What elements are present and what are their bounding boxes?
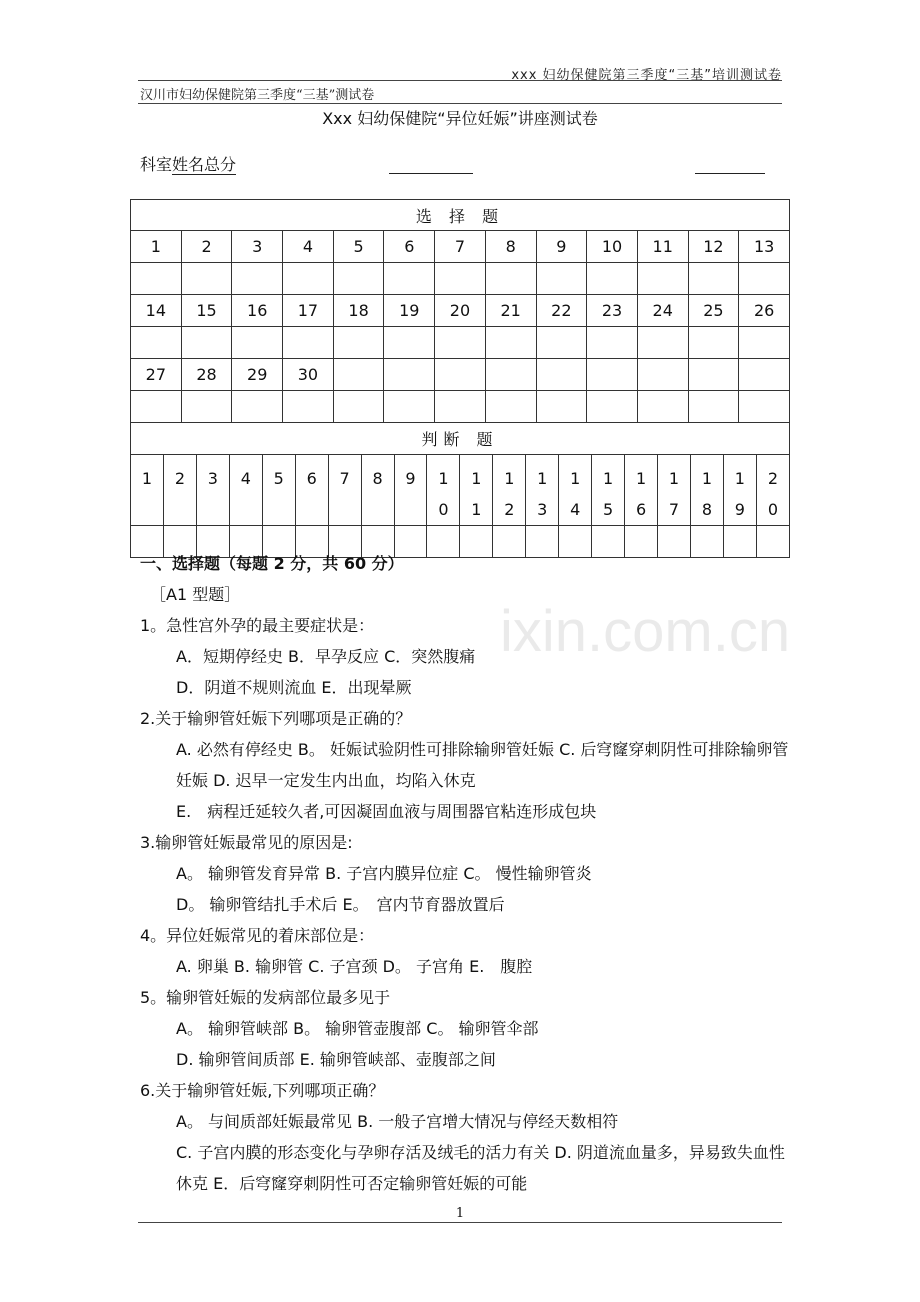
choice-answer-cell[interactable] — [688, 327, 739, 359]
choice-number-cell: 19 — [384, 295, 435, 327]
choice-answer-cell[interactable] — [181, 391, 232, 423]
choice-number-cell: 23 — [587, 295, 638, 327]
judge-number-digit: 1 — [537, 469, 548, 488]
header-right: xxx 妇幼保健院第三季度“三基”培训测试卷 — [511, 68, 782, 83]
judge-number-cell — [625, 455, 658, 526]
choice-number-cell — [688, 359, 739, 391]
choice-number-cell: 27 — [131, 359, 182, 391]
judge-number-cell — [427, 455, 460, 526]
judge-number-digit: 1 — [504, 469, 515, 488]
judge-number-digit: 9 — [734, 500, 745, 519]
judge-number-digit: 1 — [438, 469, 449, 488]
judge-number-digit: 6 — [635, 500, 647, 519]
judge-number-cell — [723, 455, 756, 526]
judge-table-heading: 判断 题 — [131, 423, 790, 455]
choice-answer-cell[interactable] — [232, 263, 283, 295]
choice-number-cell: 15 — [181, 295, 232, 327]
choice-answer-cell[interactable] — [536, 263, 587, 295]
choice-number-cell — [587, 359, 638, 391]
judge-number-cell — [163, 455, 196, 526]
choice-number-cell: 13 — [739, 231, 790, 263]
judge-number-cell — [690, 455, 723, 526]
judge-number-digit: 9 — [405, 469, 416, 488]
choice-answer-table — [130, 199, 790, 423]
choice-number-cell: 21 — [485, 295, 536, 327]
judge-number-digit: 6 — [306, 469, 317, 488]
choice-table-heading: 选 择 题 — [131, 200, 790, 231]
question-stem: 6.关于输卵管妊娠,下列哪项正确？ — [140, 1081, 385, 1100]
choice-answer-cell[interactable] — [435, 263, 486, 295]
judge-number-cell — [131, 455, 164, 526]
choice-number-cell: 22 — [536, 295, 587, 327]
choice-number-cell: 3 — [232, 231, 283, 263]
question-stem: 2.关于输卵管妊娠下列哪项是正确的？ — [140, 709, 412, 728]
judge-number-cell — [559, 455, 592, 526]
header-rule-top — [138, 80, 782, 81]
choice-number-cell: 30 — [283, 359, 334, 391]
judge-number-cell — [526, 455, 559, 526]
judge-number-digit: 1 — [570, 469, 581, 488]
choice-number-cell — [485, 359, 536, 391]
choice-answer-cell[interactable] — [587, 327, 638, 359]
judge-number-digit: 4 — [570, 500, 581, 519]
judge-number-digit: 8 — [701, 500, 712, 519]
judge-answer-table — [130, 422, 790, 558]
choice-answer-cell[interactable] — [435, 391, 486, 423]
judge-number-digit: 7 — [668, 500, 680, 519]
choice-answer-cell[interactable] — [131, 263, 182, 295]
choice-answer-cell[interactable] — [283, 391, 334, 423]
judge-number-cell — [658, 455, 691, 526]
choice-answer-cell[interactable] — [283, 263, 334, 295]
choice-number-cell: 25 — [688, 295, 739, 327]
choice-answer-cell[interactable] — [232, 327, 283, 359]
watermark: ixin.com.cn — [500, 599, 791, 664]
judge-number-digit: 1 — [471, 500, 482, 519]
choice-number-cell: 14 — [131, 295, 182, 327]
choice-answer-cell[interactable] — [739, 327, 790, 359]
question-options: A. 必然有停经史 B。 妊娠试验阴性可排除输卵管妊娠 C. 后穹窿穿刺阴性可排除输卵管妊娠 D. 迟早一定发生内出血，均陷入休克 — [176, 740, 789, 790]
question-options: D．阴道不规则流血 E．出现晕厥 — [176, 678, 412, 697]
judge-number-digit: 2 — [767, 469, 778, 488]
judge-number-digit: 1 — [471, 469, 482, 488]
judge-number-digit: 2 — [504, 500, 515, 519]
choice-answer-cell[interactable] — [283, 327, 334, 359]
choice-answer-cell[interactable] — [232, 391, 283, 423]
judge-number-cell — [592, 455, 625, 526]
question-options: D. 输卵管间质部 E. 输卵管峡部、壶腹部之间 — [176, 1050, 496, 1069]
choice-answer-cell[interactable] — [384, 391, 435, 423]
choice-number-cell: 20 — [435, 295, 486, 327]
choice-answer-cell[interactable] — [637, 263, 688, 295]
choice-number-cell: 10 — [587, 231, 638, 263]
choice-answer-cell[interactable] — [688, 263, 739, 295]
judge-number-cell — [262, 455, 295, 526]
choice-number-cell — [536, 359, 587, 391]
question-options: A．短期停经史 B．早孕反应 C．突然腹痛 — [176, 647, 476, 666]
choice-answer-cell[interactable] — [688, 391, 739, 423]
judge-number-digit: 4 — [240, 469, 251, 488]
choice-number-cell: 24 — [637, 295, 688, 327]
section-heading: 一、选择题（每题 2 分，共 60 分） — [140, 554, 404, 573]
question-options: D。 输卵管结扎手术后 E。 宫内节育器放置后 — [176, 895, 505, 914]
judge-number-digit: 1 — [668, 469, 680, 488]
question-stem: 4。异位妊娠常见的着床部位是： — [140, 926, 375, 945]
choice-answer-cell[interactable] — [637, 391, 688, 423]
question-options: E. 病程迁延较久者,可因凝固血液与周围器官粘连形成包块 — [176, 802, 597, 821]
judge-number-cell — [394, 455, 427, 526]
judge-number-digit: 1 — [635, 469, 647, 488]
choice-number-cell: 16 — [232, 295, 283, 327]
page-number: 1 — [455, 1206, 465, 1221]
choice-number-cell: 11 — [637, 231, 688, 263]
judge-number-digit: 7 — [339, 469, 350, 488]
choice-number-cell: 7 — [435, 231, 486, 263]
choice-number-cell: 6 — [384, 231, 435, 263]
choice-answer-cell[interactable] — [536, 327, 587, 359]
choice-answer-cell[interactable] — [384, 327, 435, 359]
name-blank — [389, 173, 473, 174]
choice-answer-cell[interactable] — [739, 263, 790, 295]
judge-number-digit: 3 — [537, 500, 548, 519]
choice-answer-cell[interactable] — [333, 391, 384, 423]
judge-number-digit: 5 — [273, 469, 284, 488]
choice-answer-cell[interactable] — [181, 327, 232, 359]
choice-number-cell — [739, 359, 790, 391]
choice-number-cell: 4 — [283, 231, 334, 263]
choice-answer-cell[interactable] — [181, 263, 232, 295]
choice-number-cell — [637, 359, 688, 391]
score-blank — [695, 173, 765, 174]
choice-number-cell — [435, 359, 486, 391]
question-stem: 1。急性宫外孕的最主要症状是： — [140, 616, 375, 635]
choice-number-cell — [384, 359, 435, 391]
choice-number-cell: 28 — [181, 359, 232, 391]
footer-rule — [138, 1222, 782, 1223]
question-stem: 3.输卵管妊娠最常见的原因是: — [140, 833, 353, 852]
question-stem: 5。输卵管妊娠的发病部位最多见于 — [140, 988, 391, 1007]
judge-number-cell — [493, 455, 526, 526]
question-options: C. 子宫内膜的形态变化与孕卵存活及绒毛的活力有关 D. 阴道流血量多，异易致失血性休克 E．后穹窿穿刺阴性可否定输卵管妊娠的可能 — [176, 1143, 785, 1193]
choice-answer-cell[interactable] — [131, 391, 182, 423]
choice-answer-cell[interactable] — [637, 327, 688, 359]
choice-number-cell: 1 — [131, 231, 182, 263]
question-options: A。 输卵管发育异常 B. 子宫内膜异位症 C。 慢性输卵管炎 — [176, 864, 592, 883]
choice-answer-cell[interactable] — [485, 391, 536, 423]
judge-number-cell — [295, 455, 328, 526]
judge-number-digit: 1 — [141, 469, 153, 488]
judge-number-digit: 3 — [207, 469, 218, 488]
choice-number-cell — [333, 359, 384, 391]
judge-number-cell — [460, 455, 493, 526]
question-options: A。 与间质部妊娠最常见 B. 一般子宫增大情况与停经天数相符 — [176, 1112, 619, 1131]
header-left: 汉川市妇幼保健院第三季度“三基”测试卷 — [140, 88, 375, 103]
choice-answer-cell[interactable] — [587, 391, 638, 423]
choice-number-cell: 5 — [333, 231, 384, 263]
choice-number-cell: 29 — [232, 359, 283, 391]
choice-answer-cell[interactable] — [485, 327, 536, 359]
choice-number-cell: 9 — [536, 231, 587, 263]
choice-answer-cell[interactable] — [333, 263, 384, 295]
type-label: ［A1 型题］ — [150, 585, 241, 604]
choice-number-cell: 17 — [283, 295, 334, 327]
judge-number-cell — [229, 455, 262, 526]
judge-number-digit: 1 — [603, 469, 614, 488]
choice-number-cell: 18 — [333, 295, 384, 327]
choice-number-cell: 8 — [485, 231, 536, 263]
choice-answer-cell[interactable] — [384, 263, 435, 295]
choice-answer-cell[interactable] — [333, 327, 384, 359]
meta-prefix: 科室 — [140, 155, 173, 174]
choice-answer-cell[interactable] — [485, 263, 536, 295]
judge-number-digit: 1 — [734, 469, 745, 488]
judge-number-digit: 5 — [603, 500, 614, 519]
header-rule-bottom — [138, 103, 782, 104]
choice-answer-cell[interactable] — [587, 263, 638, 295]
choice-answer-cell[interactable] — [536, 391, 587, 423]
judge-number-digit: 2 — [174, 469, 185, 488]
judge-number-cell — [361, 455, 394, 526]
judge-number-cell — [196, 455, 229, 526]
question-options: A。 输卵管峡部 B。 输卵管壶腹部 C。 输卵管伞部 — [176, 1019, 539, 1038]
judge-number-digit: 0 — [767, 500, 778, 519]
judge-number-digit: 1 — [701, 469, 712, 488]
judge-number-digit: 0 — [438, 500, 449, 519]
judge-number-digit: 8 — [372, 469, 383, 488]
judge-number-cell — [328, 455, 361, 526]
choice-answer-cell[interactable] — [131, 327, 182, 359]
page-title: Xxx 妇幼保健院“异位妊娠”讲座测试卷 — [322, 109, 598, 128]
meta-underlined: 姓名总分 — [172, 155, 237, 174]
choice-number-cell: 26 — [739, 295, 790, 327]
choice-answer-cell[interactable] — [435, 327, 486, 359]
choice-answer-cell[interactable] — [739, 391, 790, 423]
choice-number-cell: 2 — [181, 231, 232, 263]
choice-number-cell: 12 — [688, 231, 739, 263]
judge-number-cell — [756, 455, 789, 526]
question-options: A. 卵巢 B. 输卵管 C. 子宫颈 D。 子宫角 E. 腹腔 — [176, 957, 533, 976]
meta-line — [140, 152, 236, 175]
